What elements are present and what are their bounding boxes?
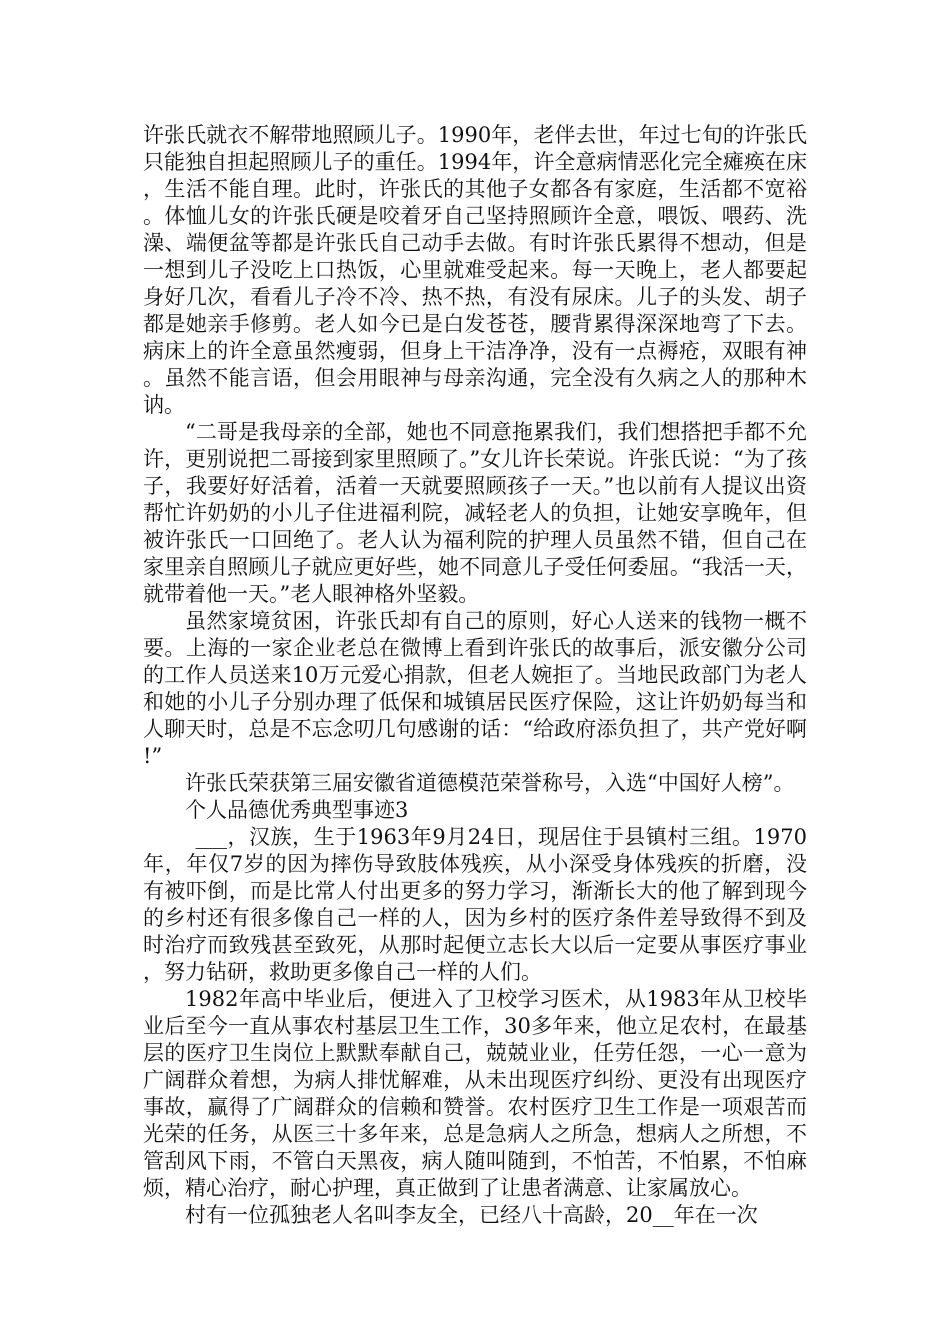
paragraph-career: 1982年高中毕业后，便进入了卫校学习医术，从1983年从卫校毕业后至今一直从事农村基层卫生工作，30多年来，他立足农村，在最基层的医疗卫生岗位上默默奉献自己，兢兢业业，任劳任怨，一心一意为广阔群众着想，为病人排忧解难，从未出现医疗纠纷、更没有出现医疗事故，赢得了广阔群众的信赖和赞誉。农村医疗卫生工作是一项艰苦而光荣的任务，从医三十多年来，总是急病人之所急，想病人之所想，不管刮风下雨，不管白天黑夜，病人随叫随到，不怕苦，不怕累，不怕麻烦，精心治疗，耐心护理，真正做到了让患者满意、让家属放心。 [143, 987, 807, 1200]
section-heading: 个人品德优秀典型事迹3 [185, 798, 409, 822]
paragraph-story-start: 村有一位孤独老人名叫李友全，已经八十高龄，20__年在一次 [185, 1203, 758, 1227]
paragraph-principles: 虽然家境贫困，许张氏却有自己的原则，好心人送来的钱物一概不要。上海的一家企业老总在微博上看到许张氏的故事后，派安徽分公司的工作人员送来10万元爱心捐款，但老人婉拒了。当地民政部门为老人和她的小儿子分别办理了低保和城镇居民医疗保险，这让许奶奶每当和人聊天时，总是不忘念叨几句感谢的话：“给政府添负担了，共产党好啊!” [143, 609, 807, 768]
paragraph-biography: ___，汉族，生于1963年9月24日，现居住于县镇村三组。1970年，年仅7岁的因为摔伤导致肢体残疾，从小深受身体残疾的折磨，没有被吓倒，而是比常人付出更多的努力学习，渐渐长大的他了解到现今的乡村还有很多像自己一样的人，因为乡村的医疗条件差导致得不到及时治疗而致残甚至致死，从那时起便立志长大以后一定要从事医疗事业，努力钻研，救助更多像自己一样的人们。 [143, 825, 807, 984]
document-body [143, 122, 807, 1229]
paragraph-honor: 许张氏荣获第三届安徽省道德模范荣誉称号，入选“中国好人榜”。 [185, 771, 795, 795]
paragraph-continuation: 许张氏就衣不解带地照顾儿子。1990年，老伴去世，年过七旬的许张氏只能独自担起照顾儿子的重任。1994年，许全意病情恶化完全瘫痪在床，生活不能自理。此时，许张氏的其他子女都各有家庭，生活都不宽裕。体恤儿女的许张氏硬是咬着牙自己坚持照顾许全意，喂饭、喂药、洗澡、端便盆等都是许张氏自己动手去做。有时许张氏累得不想动，但是一想到儿子没吃上口热饭，心里就难受起来。每一天晚上，老人都要起身好几次，看看儿子冷不冷、热不热，有没有尿床。儿子的头发、胡子都是她亲手修剪。老人如今已是白发苍苍，腰背累得深深地弯了下去。病床上的许全意虽然瘦弱，但身上干洁净净，没有一点褥疮，双眼有神。虽然不能言语，但会用眼神与母亲沟通，完全没有久病之人的那种木讷。 [143, 123, 807, 417]
paragraph-daughter-quote: “二哥是我母亲的全部，她也不同意拖累我们，我们想搭把手都不允许，更别说把二哥接到家里照顾了。”女儿许长荣说。许张氏说：“为了孩子，我要好好活着，活着一天就要照顾孩子一天。”也以前有人提议出资帮忙许奶奶的小儿子住进福利院，减轻老人的负担，让她安享晚年，但被许张氏一口回绝了。老人认为福利院的护理人员虽然不错，但自己在家里亲自照顾儿子就应更好些，她不同意儿子受任何委屈。“我活一天，就带着他一天。”老人眼神格外坚毅。 [143, 420, 807, 606]
